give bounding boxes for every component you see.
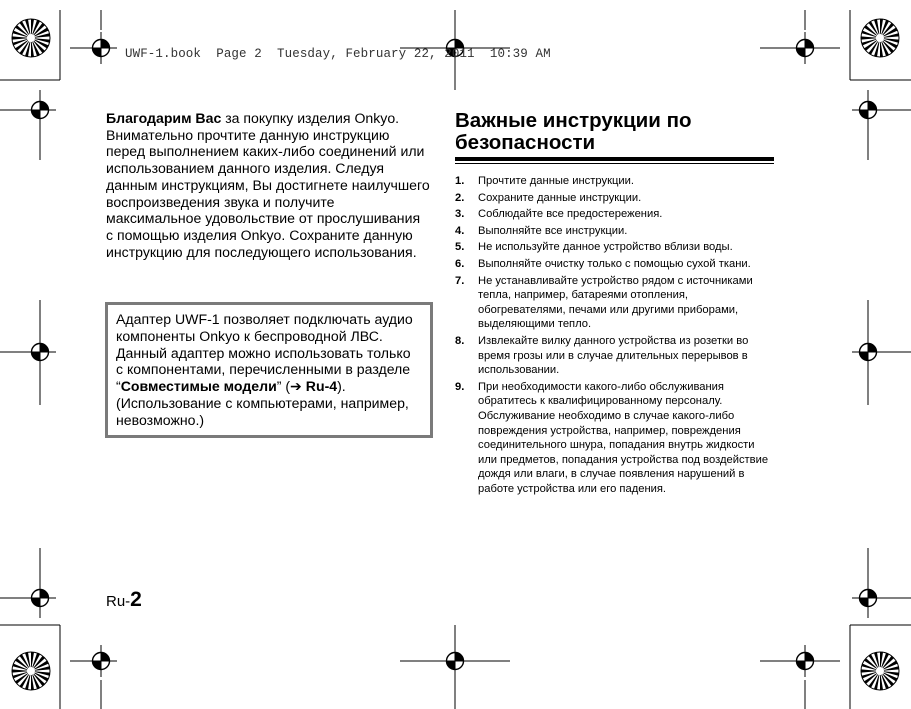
note-text: ” ( (276, 378, 291, 395)
item-text: Выполняйте очистку только с помощью сухой ткани. (478, 257, 751, 270)
item-number: 4. (455, 224, 465, 237)
title-rule (455, 163, 774, 164)
note-text: ). (Использование с компьютерами, например, невозможно.) (116, 378, 409, 428)
list-item (455, 240, 775, 255)
corner-star-mark (12, 19, 50, 57)
page-digit: 2 (130, 588, 142, 611)
intro-paragraph (106, 110, 431, 260)
list-item (455, 380, 775, 497)
item-number: 8. (455, 334, 465, 347)
title-rule (455, 157, 774, 161)
item-number: 9. (455, 380, 465, 393)
list-item (455, 334, 775, 378)
intro-text: за покупку изделия Onkyo. Внимательно прочтите данную инструкцию перед выполнением каких-либо соединений или использованием данного изделия. Следуя данным инструкциям, Вы достигнете наилучшего воспроизведения звука и получите максимальное удовольствие от прослушивания с помощью изделия Onkyo. Сохраните данную инструкцию для последующего использования. (106, 110, 430, 260)
item-number: 3. (455, 208, 465, 221)
item-text: Соблюдайте все предостережения. (478, 208, 663, 221)
item-text: Не используйте данное устройство вблизи воды. (478, 241, 733, 254)
slug-file: UWF-1.book (125, 47, 202, 61)
item-number: 5. (455, 241, 465, 254)
item-text: Не устанавливайте устройство рядом с источниками тепла, например, батареями отопления, обогревателями, печами или другими приборами, выделяющими тепло. (478, 274, 753, 331)
arrow-icon: ➔ (290, 378, 302, 395)
list-item (455, 274, 775, 332)
item-text: Извлекайте вилку данного устройства из розетки во время грозы или в случае длительных перерывов в использовании. (478, 334, 749, 377)
corner-star-mark (861, 19, 899, 57)
slug-page: Page 2 (216, 47, 262, 61)
page-prefix: Ru- (106, 593, 131, 610)
list-item (455, 174, 775, 189)
corner-star-mark (861, 652, 899, 690)
list-item (455, 191, 775, 206)
page-number (106, 589, 142, 613)
safety-title: Важные инструкции по безопасности (455, 109, 692, 154)
list-item (455, 257, 775, 272)
item-number: 6. (455, 257, 465, 270)
print-slug (125, 47, 551, 61)
list-item (455, 207, 775, 222)
note-text: Адаптер UWF-1 позволяет подключать аудио компоненты Onkyo к беспроводной ЛВС. Данный адаптер можно использовать только с компонентами, перечисленными в разделе “ (116, 311, 413, 395)
item-number: 7. (455, 274, 465, 287)
compatibility-note (105, 302, 433, 438)
list-item (455, 224, 775, 239)
slug-date: Tuesday, February 22, 2011 (277, 47, 475, 61)
slug-time: 10:39 AM (489, 47, 551, 61)
item-number: 1. (455, 175, 465, 187)
intro-lead: Благодарим Вас (106, 110, 222, 126)
item-text: Прочтите данные инструкции. (478, 175, 634, 187)
item-text: При необходимости какого-либо обслуживания обратитесь к квалифицированному персоналу. Обслуживание необходимо в случае какого-либо повреждения устройства, например, повреждения соединительного шнура, попадания внутрь жидкости или предметов, попадания устройства под воздействие дождя или влаги, в случае появления нарушений в работе устройства или его падения. (478, 380, 769, 495)
corner-star-mark (12, 652, 50, 690)
item-text: Выполняйте все инструкции. (478, 224, 628, 237)
item-text: Сохраните данные инструкции. (478, 191, 642, 204)
compatible-models-link: Совместимые модели (120, 378, 277, 395)
safety-instructions-list (455, 174, 775, 498)
item-number: 2. (455, 191, 465, 204)
page-reference: Ru-4 (305, 378, 338, 395)
